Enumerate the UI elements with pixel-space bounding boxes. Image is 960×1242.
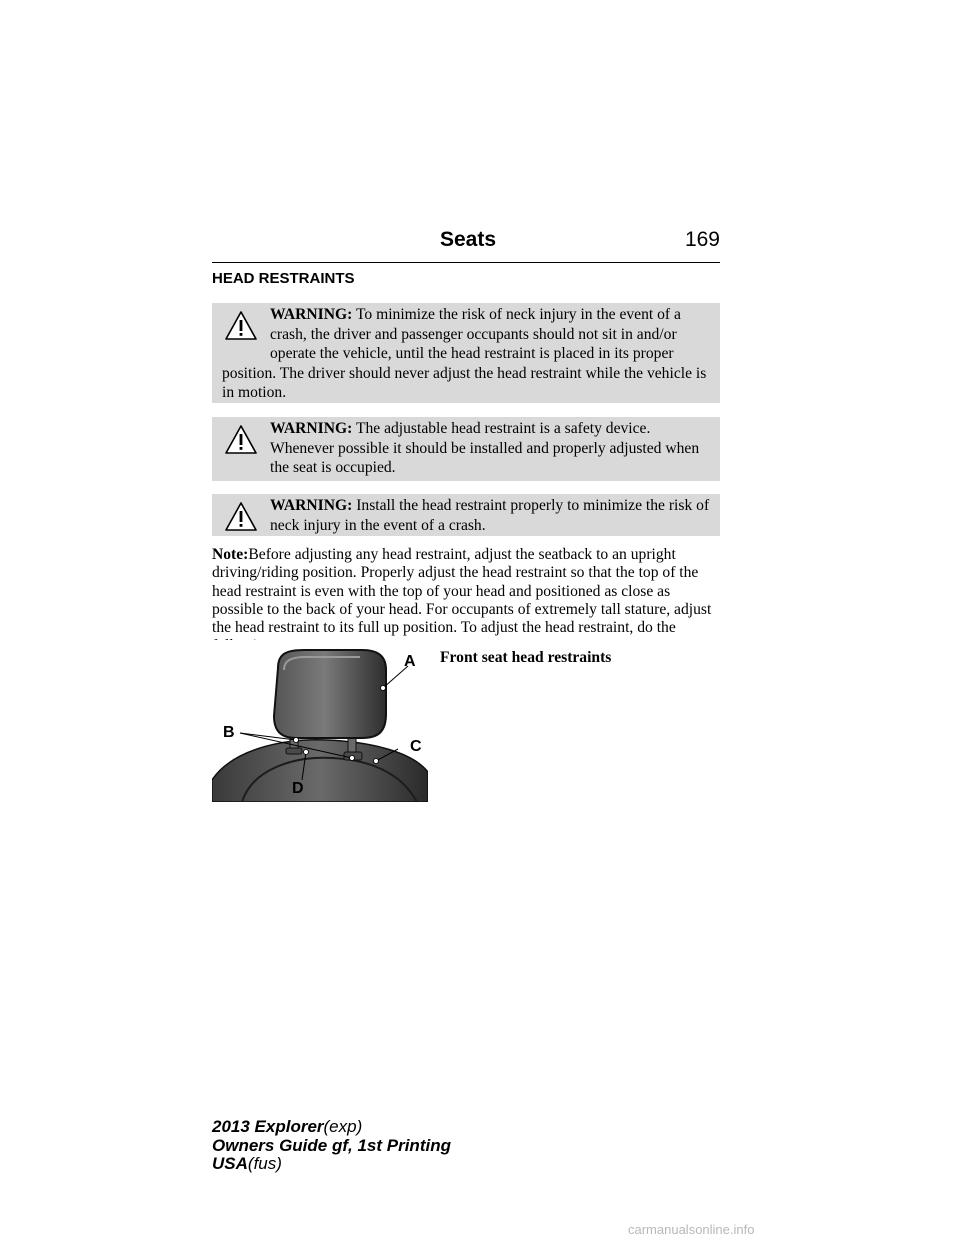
warning-triangle-icon bbox=[224, 423, 258, 459]
footer-line-model: 2013 Explorer(exp) bbox=[212, 1117, 363, 1136]
warning-text: To minimize the risk of neck injury in the event of a crash, the driver and passenger occupants should not sit in and/or operate the vehicle, until the head restraint is placed in its proper position. The driver should never adjust the head restraint while the vehicle is in motion. bbox=[222, 306, 707, 401]
warning-box bbox=[212, 303, 720, 403]
chapter-title: Seats bbox=[440, 228, 497, 251]
warning-box bbox=[212, 494, 720, 536]
callout-b: B bbox=[223, 724, 235, 741]
warning-label: WARNING: bbox=[270, 497, 353, 514]
footer-line-market: USA(fus) bbox=[212, 1154, 282, 1173]
warning-triangle-icon bbox=[224, 309, 258, 345]
page-number: 169 bbox=[684, 228, 720, 251]
section-title: HEAD RESTRAINTS bbox=[212, 270, 355, 287]
warning-label: WARNING: bbox=[270, 420, 353, 437]
warning-box bbox=[212, 417, 720, 481]
callout-d: D bbox=[292, 780, 304, 797]
note-label: Note: bbox=[212, 546, 249, 563]
watermark: carmanualsonline.info bbox=[628, 1222, 755, 1237]
callout-a: A bbox=[404, 653, 416, 670]
warning-triangle-icon bbox=[224, 500, 258, 536]
warning-label: WARNING: bbox=[270, 306, 353, 323]
page-footer bbox=[212, 1118, 451, 1174]
figure-caption: Front seat head restraints bbox=[440, 649, 612, 666]
head-restraint-illustration bbox=[212, 640, 428, 802]
warning-text: The adjustable head restraint is a safety device. Whenever possible it should be installed and properly adjusted when the seat is occupied. bbox=[270, 420, 700, 476]
note-text: Before adjusting any head restraint, adjust the seatback to an upright driving/riding position. Properly adjust the head restraint so that the top of the head restraint is even with the top of your head and positioned as close as possible to the back of your head. For occupants of extremely tall stature, adjust the head restraint to its full up position. To adjust the head restraint, do the bbox=[212, 546, 712, 637]
callout-c: C bbox=[410, 738, 422, 755]
warning-text: Install the head restraint properly to minimize the risk of neck injury in the event of a crash. bbox=[270, 497, 710, 534]
footer-line-guide: Owners Guide gf, 1st Printing bbox=[212, 1135, 451, 1155]
page-header bbox=[212, 228, 720, 263]
